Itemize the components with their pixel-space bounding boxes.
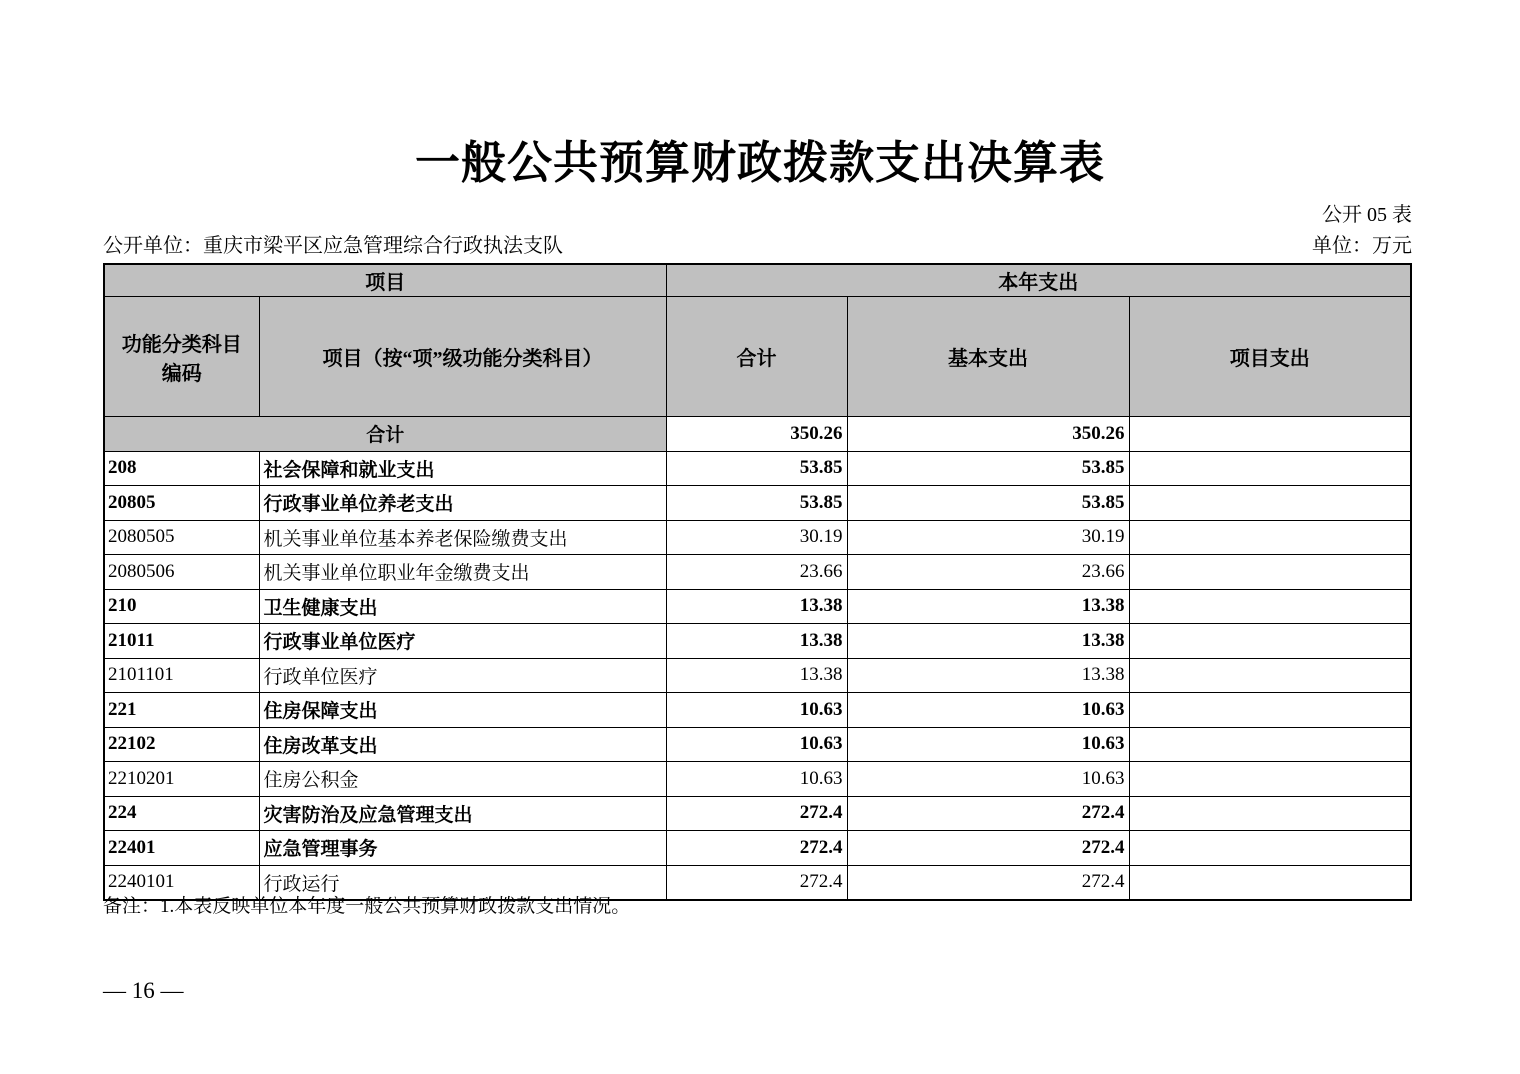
cell-total-amount: 23.66 [666, 555, 847, 590]
cell-function-code: 22401 [104, 831, 259, 866]
cell-total-amount: 13.38 [666, 658, 847, 693]
table-row [104, 589, 1411, 624]
header-group-project: 项目 [104, 264, 666, 297]
cell-total-amount: 272.4 [666, 831, 847, 866]
table-row [104, 831, 1411, 866]
cell-item-name: 机关事业单位职业年金缴费支出 [259, 555, 666, 590]
cell-project-amount [1129, 693, 1411, 728]
cell-function-code: 2080506 [104, 555, 259, 590]
cell-function-code: 2240101 [104, 865, 259, 900]
cell-project-amount [1129, 486, 1411, 521]
cell-item-name: 住房保障支出 [259, 693, 666, 728]
cell-project-amount [1129, 417, 1411, 452]
cell-function-code: 21011 [104, 624, 259, 659]
table-row [104, 624, 1411, 659]
cell-item-name: 住房改革支出 [259, 727, 666, 762]
cell-basic-amount: 10.63 [847, 762, 1129, 797]
publishing-unit-label: 公开单位：重庆市梁平区应急管理综合行政执法支队 [103, 235, 563, 257]
table-row [104, 520, 1411, 555]
cell-basic-amount: 272.4 [847, 831, 1129, 866]
table-header [104, 264, 1411, 417]
table-row [104, 555, 1411, 590]
table-row [104, 451, 1411, 486]
cell-item-name: 机关事业单位基本养老保险缴费支出 [259, 520, 666, 555]
cell-item-name: 灾害防治及应急管理支出 [259, 796, 666, 831]
cell-basic-amount: 13.38 [847, 624, 1129, 659]
table-row [104, 762, 1411, 797]
cell-total-amount: 272.4 [666, 796, 847, 831]
cell-function-code: 2101101 [104, 658, 259, 693]
table-row [104, 658, 1411, 693]
cell-function-code: 2080505 [104, 520, 259, 555]
cell-item-name: 行政事业单位医疗 [259, 624, 666, 659]
cell-project-amount [1129, 831, 1411, 866]
table-body [104, 417, 1411, 901]
table-row [104, 486, 1411, 521]
cell-basic-amount: 350.26 [847, 417, 1129, 452]
cell-total-amount: 13.38 [666, 589, 847, 624]
cell-basic-amount: 10.63 [847, 727, 1129, 762]
cell-basic-amount: 10.63 [847, 693, 1129, 728]
cell-item-name: 社会保障和就业支出 [259, 451, 666, 486]
header-columns-row [104, 297, 1411, 417]
cell-total-amount: 10.63 [666, 727, 847, 762]
header-group-current-year: 本年支出 [666, 264, 1411, 297]
footnote: 备注：1.本表反映单位本年度一般公共预算财政拨款支出情况。 [103, 896, 631, 917]
cell-basic-amount: 53.85 [847, 451, 1129, 486]
header-col-basic: 基本支出 [847, 297, 1129, 417]
meta-row [103, 229, 1412, 258]
table-row [104, 796, 1411, 831]
cell-project-amount [1129, 589, 1411, 624]
cell-item-name: 应急管理事务 [259, 831, 666, 866]
cell-project-amount [1129, 796, 1411, 831]
header-col-project-exp: 项目支出 [1129, 297, 1411, 417]
cell-basic-amount: 23.66 [847, 555, 1129, 590]
cell-item-name: 卫生健康支出 [259, 589, 666, 624]
cell-basic-amount: 272.4 [847, 865, 1129, 900]
cell-item-name: 住房公积金 [259, 762, 666, 797]
cell-total-amount: 30.19 [666, 520, 847, 555]
cell-project-amount [1129, 520, 1411, 555]
cell-total-amount: 10.63 [666, 693, 847, 728]
cell-project-amount [1129, 624, 1411, 659]
table-row [104, 727, 1411, 762]
table-row [104, 693, 1411, 728]
cell-function-code: 22102 [104, 727, 259, 762]
cell-item-name: 行政事业单位养老支出 [259, 486, 666, 521]
table-code-label: 公开 05 表 [1322, 204, 1412, 226]
cell-project-amount [1129, 865, 1411, 900]
cell-basic-amount: 13.38 [847, 589, 1129, 624]
unit-of-measure-label: 单位：万元 [1312, 235, 1412, 257]
cell-project-amount [1129, 727, 1411, 762]
cell-function-code: 2210201 [104, 762, 259, 797]
cell-total-amount: 10.63 [666, 762, 847, 797]
cell-total-label: 合计 [104, 417, 666, 452]
cell-total-amount: 53.85 [666, 451, 847, 486]
header-group-row [104, 264, 1411, 297]
cell-function-code: 20805 [104, 486, 259, 521]
cell-basic-amount: 272.4 [847, 796, 1129, 831]
expenditure-table [103, 263, 1412, 901]
cell-total-amount: 53.85 [666, 486, 847, 521]
cell-function-code: 208 [104, 451, 259, 486]
cell-basic-amount: 13.38 [847, 658, 1129, 693]
cell-total-amount: 13.38 [666, 624, 847, 659]
cell-project-amount [1129, 451, 1411, 486]
cell-item-name: 行政单位医疗 [259, 658, 666, 693]
cell-project-amount [1129, 555, 1411, 590]
cell-function-code: 224 [104, 796, 259, 831]
table-row-total [104, 417, 1411, 452]
header-col-total: 合计 [666, 297, 847, 417]
page-title: 一般公共预算财政拨款支出决算表 [414, 138, 1105, 188]
header-col-item: 项目（按“项”级功能分类科目） [259, 297, 666, 417]
cell-basic-amount: 30.19 [847, 520, 1129, 555]
cell-total-amount: 272.4 [666, 865, 847, 900]
page-number: — 16 — [103, 978, 184, 1003]
cell-basic-amount: 53.85 [847, 486, 1129, 521]
cell-project-amount [1129, 658, 1411, 693]
header-col-code: 功能分类科目编码 [104, 297, 259, 417]
cell-function-code: 221 [104, 693, 259, 728]
cell-item-name: 行政运行 [259, 865, 666, 900]
cell-function-code: 210 [104, 589, 259, 624]
cell-total-amount: 350.26 [666, 417, 847, 452]
cell-project-amount [1129, 762, 1411, 797]
